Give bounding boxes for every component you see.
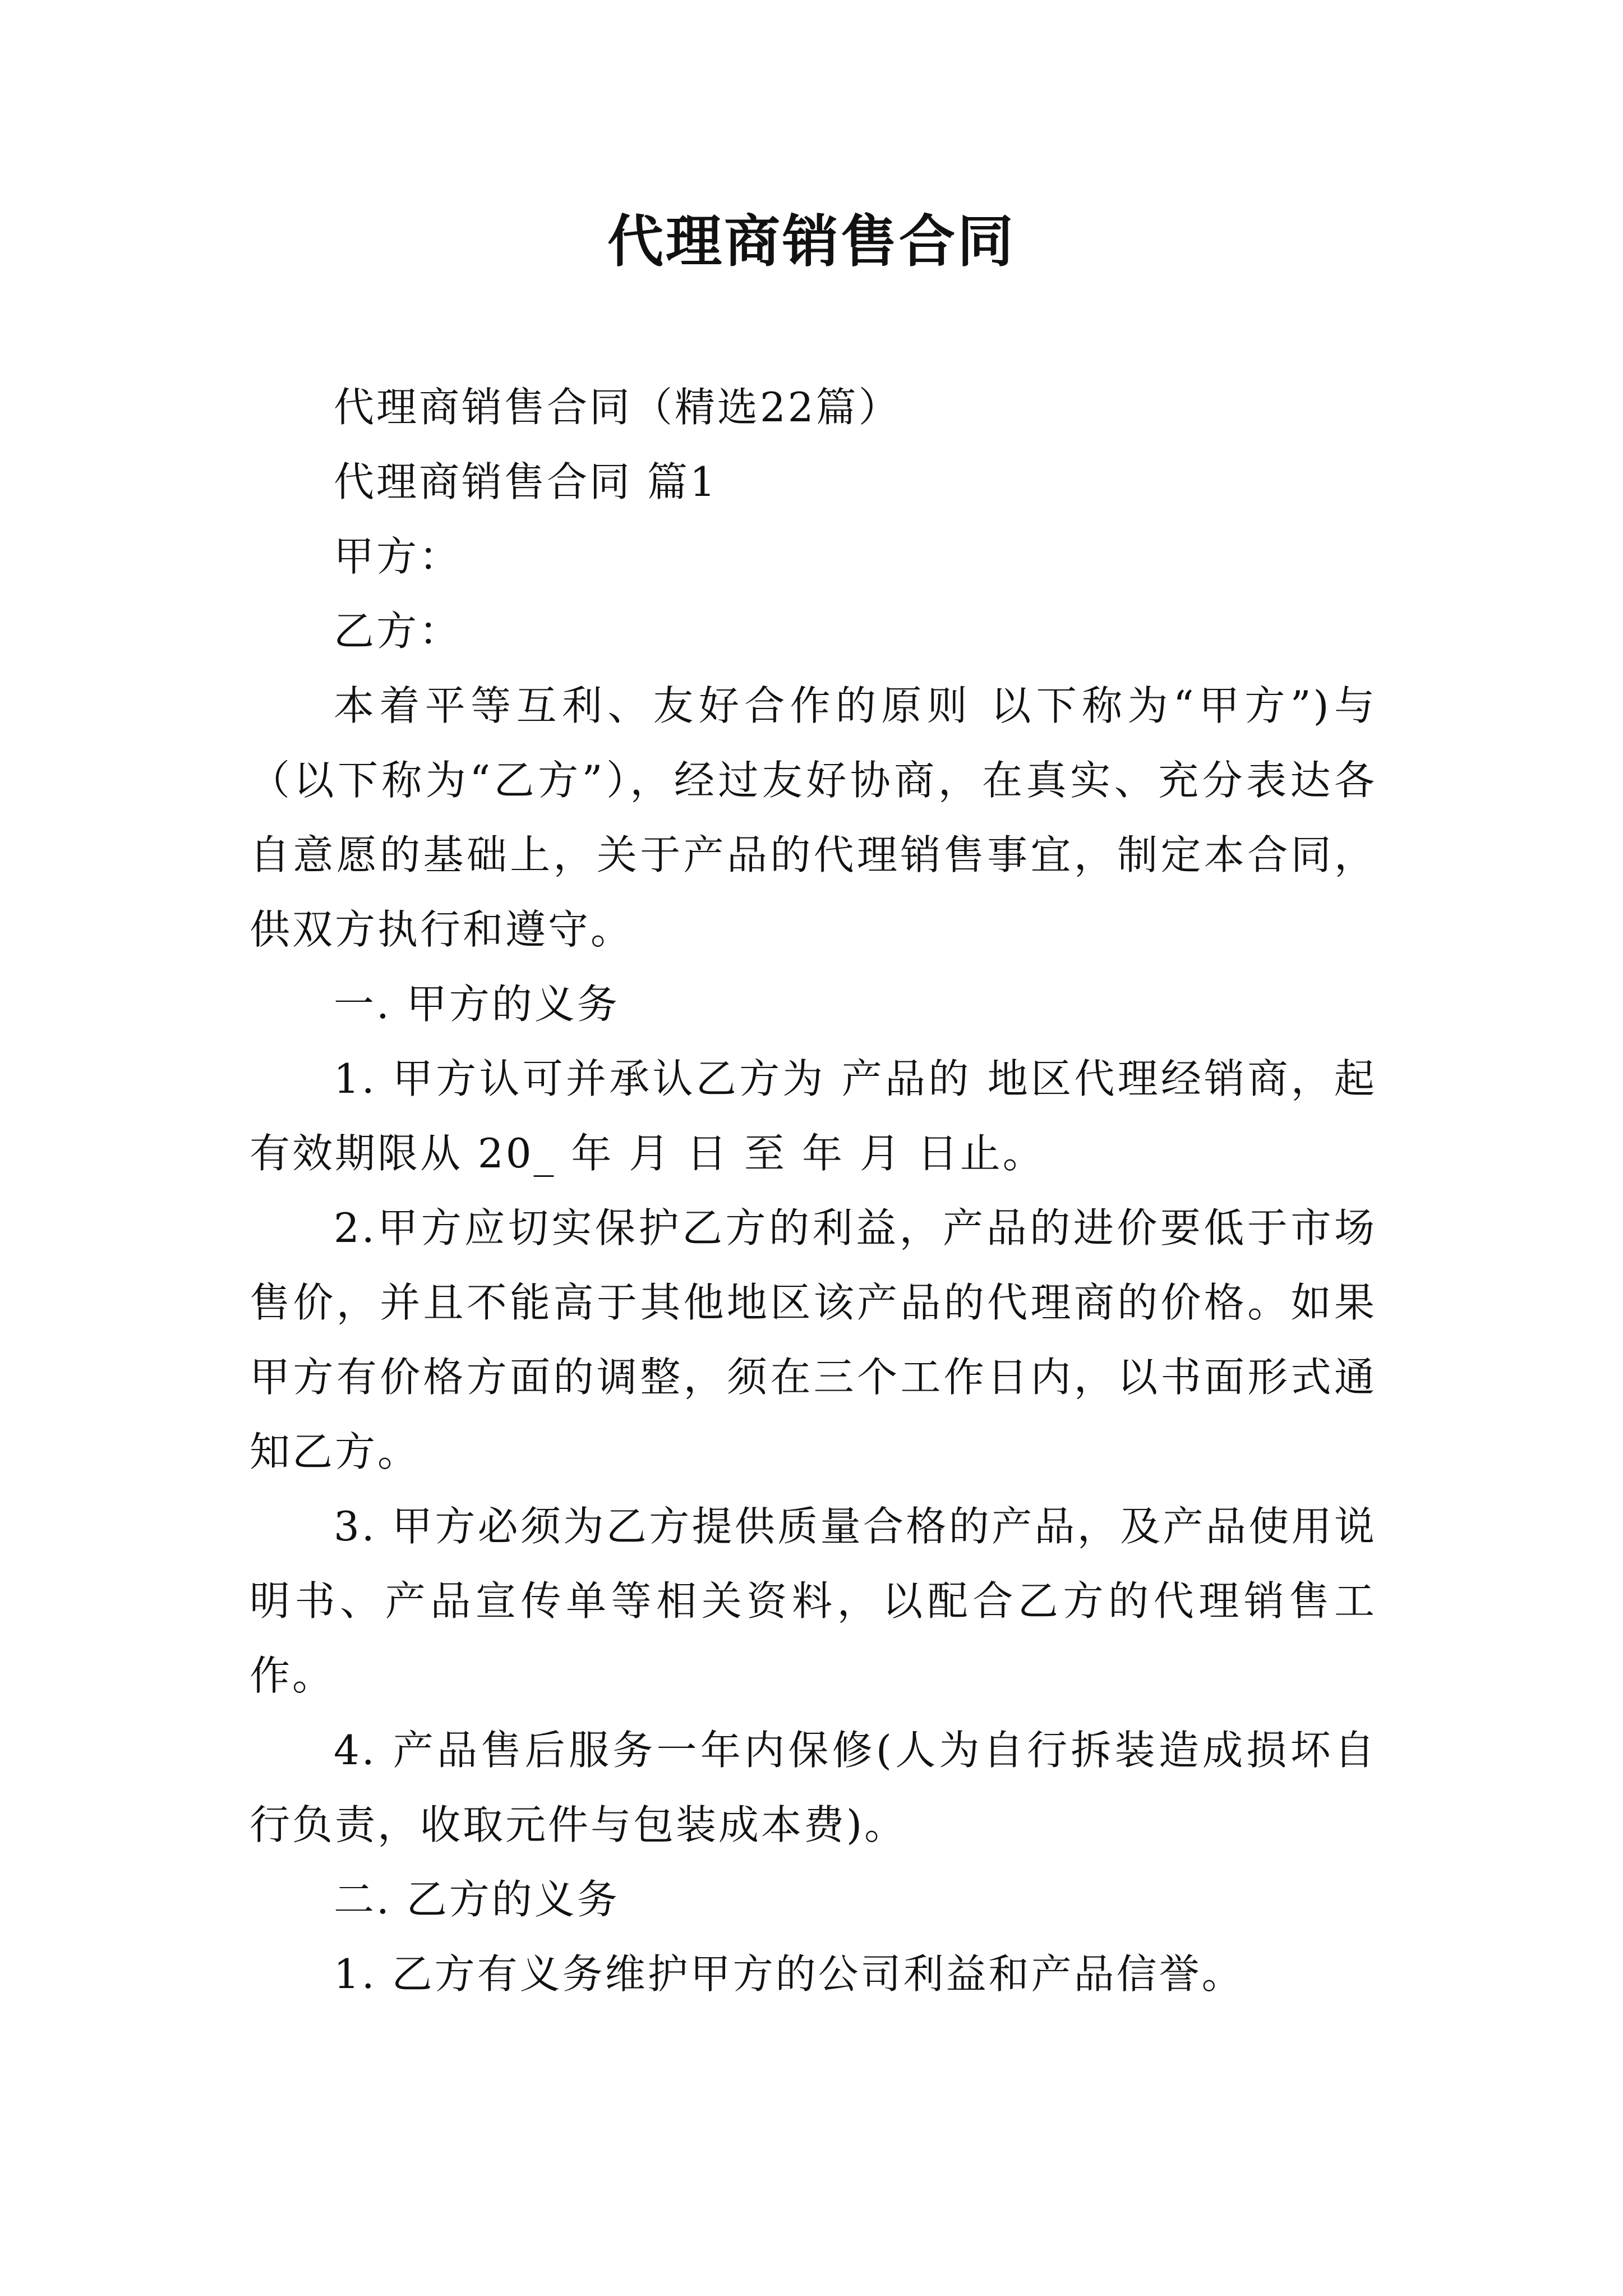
document-body: [250, 370, 1377, 2012]
paragraph-heading-party-b-duties: 二. 乙方的义务: [334, 1876, 620, 1923]
paragraph-clause-a2: 2.甲方应切实保护乙方的利益，产品的进价要低于市场售价，并且不能高于其他地区该产品的代理商的价格。如果甲方有价格方面的调整，须在三个工作日内，以书面形式通知乙方。: [250, 1204, 1377, 1475]
paragraph-preamble: 本着平等互利、友好合作的原则 以下称为“甲方”)与（以下称为“乙方”），经过友好协商，在真实、充分表达各自意愿的基础上，关于产品的代理销售事宜，制定本合同，供双方执行和遵守。: [250, 682, 1377, 953]
paragraph-clause-a1: 1. 甲方认可并承认乙方为 产品的 地区代理经销商，起有效期限从 20_ 年 月 日 至 年 月 日止。: [250, 1055, 1377, 1177]
paragraph-clause-a4: 4. 产品售后服务一年内保修(人为自行拆装造成损坏自行负责，收取元件与包装成本费)。: [250, 1727, 1377, 1848]
paragraph-subtitle: 代理商销售合同（精选22篇）: [334, 384, 901, 431]
paragraph-party-b: 乙方：: [334, 608, 462, 655]
paragraph-heading-party-a-duties: 一. 甲方的义务: [334, 981, 620, 1028]
paragraph-party-a: 甲方：: [334, 533, 462, 580]
document-title: 代理商销售合同: [607, 208, 1016, 274]
paragraph-clause-a3: 3. 甲方必须为乙方提供质量合格的产品，及产品使用说明书、产品宣传单等相关资料，以配合乙方的代理销售工作。: [250, 1503, 1377, 1699]
paragraph-section-heading: 代理商销售合同 篇1: [334, 458, 718, 505]
paragraph-clause-b1: 1. 乙方有义务维护甲方的公司利益和产品信誉。: [334, 1950, 1244, 1998]
